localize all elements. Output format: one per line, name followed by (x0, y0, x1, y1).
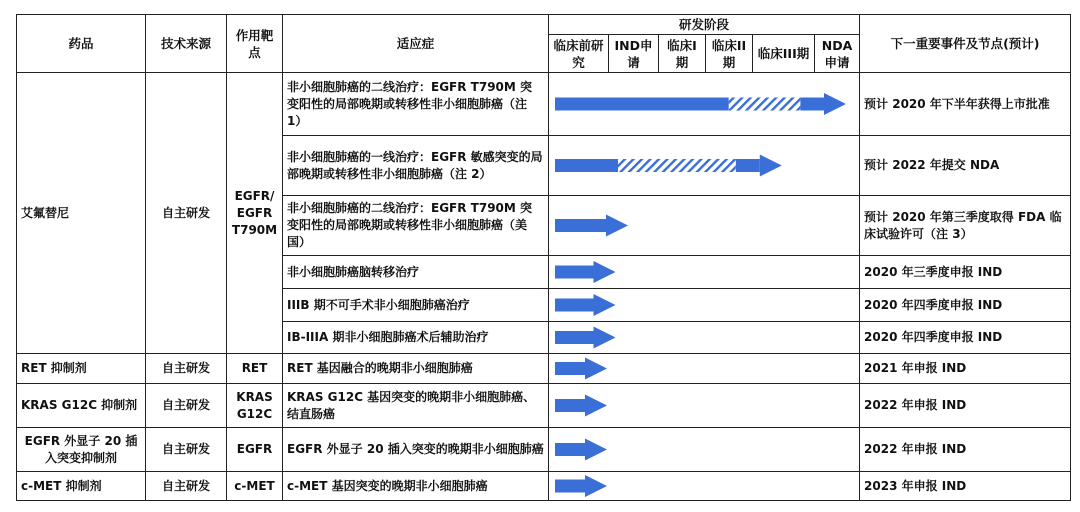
progress-arrow (555, 294, 616, 316)
tech-source: 自主研发 (146, 354, 227, 384)
progress-arrow-svg (553, 322, 864, 353)
progress-solid-segment (555, 399, 585, 412)
header-stage-phase1: 临床I期 (659, 35, 706, 73)
drug-target: RET (227, 354, 283, 384)
stage-progress (549, 322, 860, 354)
stage-progress (549, 354, 860, 384)
arrow-head (594, 294, 616, 316)
progress-solid-segment (555, 480, 585, 493)
stage-progress (549, 196, 860, 256)
stage-progress (549, 136, 860, 196)
tech-source: 自主研发 (146, 384, 227, 428)
header-stage-phase3: 临床III期 (753, 35, 815, 73)
progress-arrow (555, 475, 607, 497)
next-event: 2022 年申报 IND (860, 384, 1071, 428)
header-stage-group: 研发阶段 (549, 15, 860, 35)
progress-arrow-svg (553, 289, 864, 321)
next-event: 预计 2020 年下半年获得上市批准 (860, 73, 1071, 136)
stage-progress (549, 472, 860, 501)
progress-arrow (555, 155, 782, 177)
progress-solid-segment (555, 362, 585, 375)
header-stage-nda: NDA申请 (815, 35, 860, 73)
indication: RET 基因融合的晚期非小细胞肺癌 (283, 354, 549, 384)
progress-arrow (555, 358, 607, 380)
progress-arrow-svg (553, 428, 864, 471)
pipeline-table (16, 14, 1071, 501)
progress-arrow-svg (553, 354, 864, 383)
arrow-head (824, 93, 846, 115)
arrow-head (594, 261, 616, 283)
arrow-head (585, 395, 607, 417)
next-event: 2020 年四季度申报 IND (860, 322, 1071, 354)
arrow-head (585, 358, 607, 380)
progress-solid-segment (555, 98, 729, 111)
next-event: 2020 年三季度申报 IND (860, 256, 1071, 289)
indication: 非小细胞肺癌的一线治疗：EGFR 敏感突变的局部晚期或转移性非小细胞肺癌（注 2） (283, 136, 549, 196)
stage-progress (549, 384, 860, 428)
progress-solid-segment (555, 159, 618, 172)
indication: c-MET 基因突变的晚期非小细胞肺癌 (283, 472, 549, 501)
indication: 非小细胞肺癌的二线治疗：EGFR T790M 突变阳性的局部晚期或转移性非小细胞肺癌（注 1） (283, 73, 549, 136)
progress-arrow-svg (553, 256, 864, 288)
header-stage-ind: IND申请 (609, 35, 659, 73)
next-event: 预计 2022 年提交 NDA (860, 136, 1071, 196)
indication: IB-IIIA 期非小细胞肺癌术后辅助治疗 (283, 322, 549, 354)
tech-source: 自主研发 (146, 428, 227, 472)
indication: KRAS G12C 基因突变的晚期非小细胞肺癌、结直肠癌 (283, 384, 549, 428)
progress-arrow (555, 327, 616, 349)
next-event: 2022 年申报 IND (860, 428, 1071, 472)
indication: EGFR 外显子 20 插入突变的晚期非小细胞肺癌 (283, 428, 549, 472)
progress-solid-segment (555, 299, 594, 312)
next-event: 2023 年申报 IND (860, 472, 1071, 501)
arrow-head (585, 475, 607, 497)
tech-source: 自主研发 (146, 472, 227, 501)
progress-solid-segment (555, 219, 606, 232)
indication: 非小细胞肺癌脑转移治疗 (283, 256, 549, 289)
progress-arrow-svg (553, 73, 864, 135)
indication: IIIB 期不可手术非小细胞肺癌治疗 (283, 289, 549, 322)
next-event: 2021 年申报 IND (860, 354, 1071, 384)
header-indication: 适应症 (283, 15, 549, 73)
progress-solid-segment (555, 443, 585, 456)
arrow-head (760, 155, 782, 177)
arrow-head (594, 327, 616, 349)
progress-arrow-svg (553, 136, 864, 195)
arrow-head (585, 439, 607, 461)
progress-solid-tail (736, 159, 760, 172)
progress-arrow (555, 261, 616, 283)
stage-progress (549, 256, 860, 289)
progress-arrow-svg (553, 472, 864, 500)
stage-progress (549, 428, 860, 472)
next-event: 预计 2020 年第三季度取得 FDA 临床试验许可（注 3） (860, 196, 1071, 256)
progress-solid-segment (555, 266, 594, 279)
progress-solid-segment (555, 331, 594, 344)
progress-arrow (555, 215, 628, 237)
stage-progress (549, 289, 860, 322)
progress-arrow (555, 439, 607, 461)
progress-solid-tail (800, 98, 824, 111)
header-source: 技术来源 (146, 15, 227, 73)
header-drug: 药品 (17, 15, 146, 73)
progress-arrow-svg (553, 196, 864, 255)
drug-target: c-MET (227, 472, 283, 501)
indication: 非小细胞肺癌的二线治疗：EGFR T790M 突变阳性的局部晚期或转移性非小细胞肺癌（美国） (283, 196, 549, 256)
drug-name: KRAS G12C 抑制剂 (17, 384, 146, 428)
progress-arrow (555, 395, 607, 417)
stage-progress (549, 73, 860, 136)
header-next-event: 下一重要事件及节点(预计) (860, 15, 1071, 73)
drug-name: EGFR 外显子 20 插入突变抑制剂 (17, 428, 146, 472)
drug-target: EGFR/ EGFR T790M (227, 73, 283, 354)
progress-hatched-segment (618, 159, 736, 172)
drug-name: c-MET 抑制剂 (17, 472, 146, 501)
header-stage-phase2: 临床II期 (706, 35, 753, 73)
progress-arrow-svg (553, 384, 864, 427)
tech-source: 自主研发 (146, 73, 227, 354)
progress-arrow (555, 93, 846, 115)
next-event: 2020 年四季度申报 IND (860, 289, 1071, 322)
drug-target: KRAS G12C (227, 384, 283, 428)
header-target: 作用靶点 (227, 15, 283, 73)
drug-name: 艾氟替尼 (17, 73, 146, 354)
arrow-head (606, 215, 628, 237)
header-stage-preclinical: 临床前研究 (549, 35, 609, 73)
drug-name: RET 抑制剂 (17, 354, 146, 384)
drug-target: EGFR (227, 428, 283, 472)
progress-hatched-segment (729, 98, 801, 111)
